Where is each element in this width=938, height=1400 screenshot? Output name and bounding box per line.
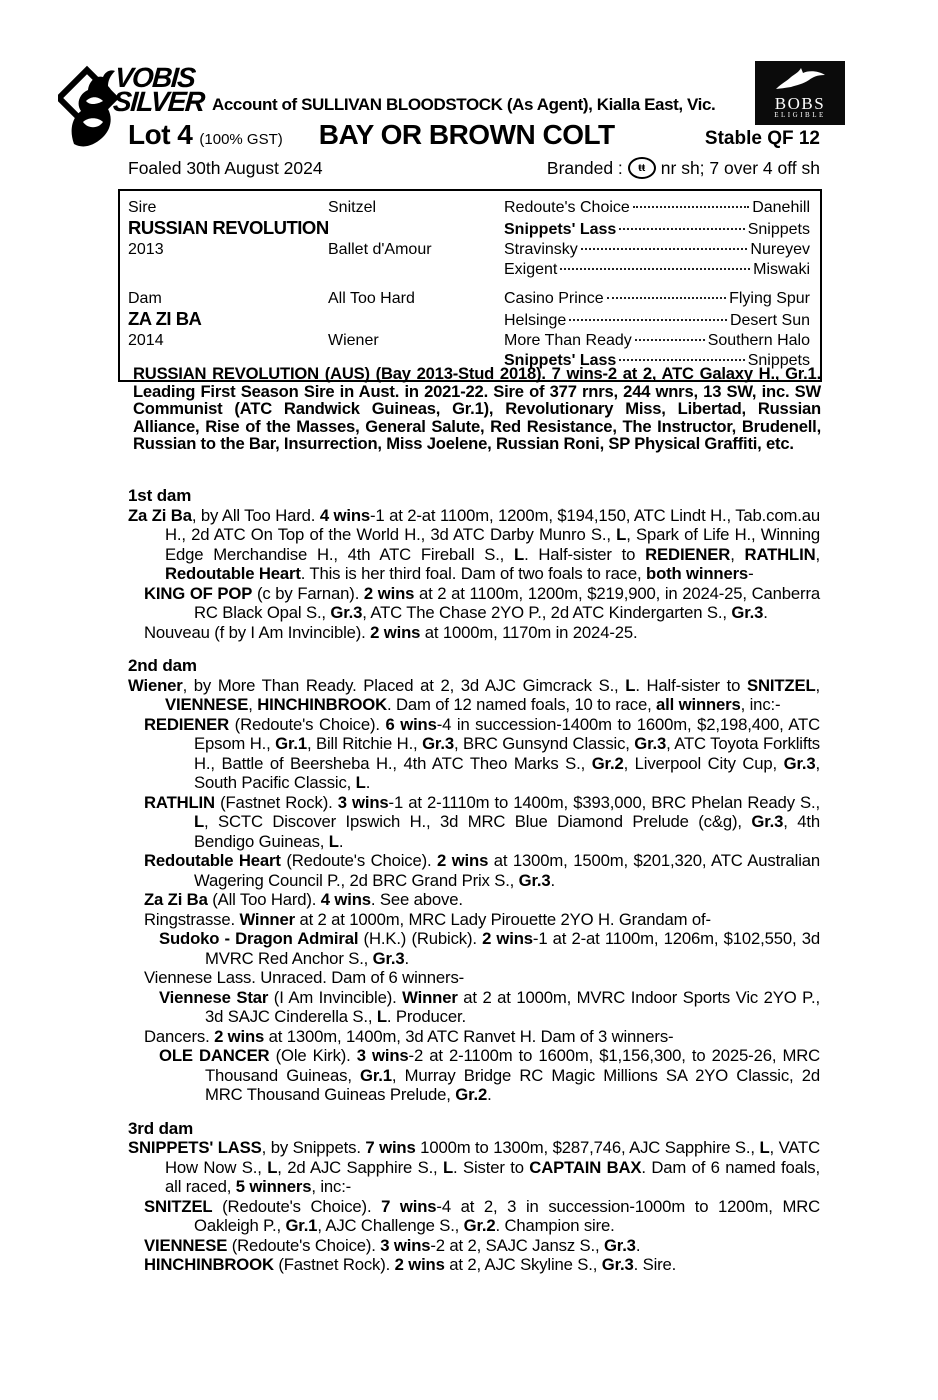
emphasized-text: Gr.2 bbox=[463, 1216, 496, 1235]
vobis-silver-wordmark bbox=[112, 62, 206, 117]
plain-text: , bbox=[815, 675, 820, 695]
plain-text: . bbox=[487, 1085, 492, 1104]
plain-text: , ATC The Chase 2YO P., 2d ATC Kindergarten S., bbox=[362, 603, 732, 622]
plain-text: . Champion sire. bbox=[495, 1216, 615, 1235]
emphasized-text: Gr.2 bbox=[455, 1085, 488, 1104]
plain-text: (Redoute's Choice). bbox=[227, 1235, 381, 1255]
emphasized-text: Winner bbox=[239, 909, 295, 929]
emphasized-text: 2 wins bbox=[394, 1255, 445, 1274]
emphasized-text: Gr.3 bbox=[601, 1255, 634, 1274]
pedigree-row bbox=[128, 331, 810, 351]
emphasized-text: 2 wins bbox=[214, 1026, 265, 1046]
emphasized-text: REDIENER bbox=[645, 544, 731, 564]
pedigree-entry bbox=[159, 988, 820, 1027]
plain-text: -1 at 2-1110m to 1400m, $393,000, BRC Phelan Ready S., bbox=[388, 792, 820, 812]
dotted-leader bbox=[633, 206, 749, 208]
emphasized-text: 7 wins bbox=[381, 1196, 437, 1216]
plain-text: Ringstrasse. bbox=[144, 909, 240, 929]
bobs-subtitle: ELIGIBLE bbox=[774, 111, 826, 119]
emphasized-text: L bbox=[267, 1157, 278, 1177]
pedigree-row bbox=[128, 218, 810, 240]
plain-text: , bbox=[730, 544, 745, 564]
plain-text: , SCTC Discover Ipswich H., 3d MRC Blue Diamond Prelude (c&g), bbox=[204, 812, 752, 831]
plain-text: at 2 at 1000m, MRC Lady Pirouette 2YO H. Grandam of- bbox=[294, 909, 711, 929]
grandsire-name: More Than Ready bbox=[504, 332, 632, 349]
plain-text: , VATC How Now S., bbox=[165, 1138, 821, 1177]
plain-text: , by More Than Ready. Placed at 2, 3d AJC Gimcrack S., bbox=[182, 675, 626, 695]
dam-section-heading: 2nd dam bbox=[128, 656, 197, 675]
pedigree-generation-cell: Sire bbox=[128, 199, 157, 216]
pedigree-grandparent-cell bbox=[504, 260, 810, 280]
plain-text: , by All Too Hard. bbox=[191, 505, 320, 525]
plain-text: -1 at 2-at 1100m, 1200m, $194,150, ATC Lindt H., Tab.com.au H., 2d ATC On Top of the World H., 3d ATC Darby Munro S., bbox=[165, 505, 820, 544]
great-grandsire-name: Desert Sun bbox=[729, 312, 810, 329]
pedigree-entry bbox=[144, 623, 820, 643]
foaled-date: Foaled 30th August 2024 bbox=[128, 157, 323, 178]
emphasized-text: L bbox=[355, 773, 366, 792]
plain-text: . This is her third foal. Dam of two foals to race, bbox=[300, 564, 647, 583]
plain-text: . bbox=[550, 870, 556, 890]
emphasized-text: Winner bbox=[402, 987, 458, 1007]
dotted-leader bbox=[619, 228, 744, 230]
emphasized-text: VIENNESE bbox=[144, 1235, 228, 1255]
emphasized-text: L bbox=[443, 1157, 454, 1177]
plain-text: . Dam of 12 named foals, 10 to race, bbox=[387, 695, 657, 714]
pedigree-parent-cell: Wiener bbox=[328, 332, 379, 349]
logo-line-1: VOBIS bbox=[113, 62, 196, 93]
emphasized-text: Gr.1 bbox=[285, 1216, 318, 1235]
plain-text: at 2 at 1000m, MVRC Indoor Sports Vic 2YO P., 3d SAJC Cinderella S., bbox=[205, 987, 820, 1026]
emphasized-text: Gr.3 bbox=[518, 870, 551, 890]
plain-text: , inc:- bbox=[740, 695, 781, 714]
emphasized-text: RATHLIN bbox=[144, 792, 215, 812]
plain-text: , 4th Bendigo Guineas, bbox=[194, 812, 820, 851]
plain-text: , 2d AJC Sapphire S., bbox=[277, 1157, 443, 1177]
pedigree-generation-cell: 2014 bbox=[128, 332, 164, 349]
pedigree-entry bbox=[144, 851, 820, 890]
plain-text: , AJC Challenge S., bbox=[317, 1216, 464, 1235]
great-grandsire-name: Danehill bbox=[752, 199, 810, 216]
emphasized-text: 2 wins bbox=[370, 622, 421, 642]
pedigree-parent-cell: Ballet d'Amour bbox=[328, 241, 432, 258]
emphasized-text: L bbox=[759, 1138, 770, 1157]
plain-text: , BRC Gunsynd Classic, bbox=[453, 734, 635, 753]
emphasized-text: SNITZEL bbox=[747, 675, 816, 695]
plain-text: , bbox=[815, 544, 820, 564]
plain-text: -1 at 2-at 1100m, 1206m, $102,550, 3d MVRC Red Anchor S., bbox=[205, 929, 820, 968]
plain-text: - bbox=[748, 564, 754, 583]
dotted-leader bbox=[607, 297, 726, 299]
emphasized-text: 3 wins bbox=[380, 1235, 431, 1255]
pedigree-generation-cell: RUSSIAN REVOLUTION bbox=[128, 217, 329, 238]
plain-text: (Fastnet Rock). bbox=[214, 792, 338, 812]
emphasized-text: SNITZEL bbox=[144, 1196, 213, 1216]
pedigree-row bbox=[128, 309, 810, 331]
bobs-eligible-badge bbox=[755, 61, 845, 125]
emphasized-text: Redoutable Heart bbox=[165, 564, 301, 583]
plain-text: -2 at 2, SAJC Jansz S., bbox=[430, 1235, 604, 1255]
plain-text: (Redoute's Choice). bbox=[280, 851, 438, 870]
dam-section-heading: 1st dam bbox=[128, 486, 192, 505]
pedigree-entry bbox=[144, 1027, 820, 1047]
pedigree-entry bbox=[159, 929, 820, 968]
pedigree-sections bbox=[128, 486, 820, 1275]
emphasized-text: 3 wins bbox=[337, 792, 389, 812]
emphasized-text: SNIPPETS' LASS bbox=[128, 1138, 262, 1157]
pedigree-entry bbox=[144, 968, 820, 988]
plain-text: at 2 at 1100m, 1200m, $219,900, in 2024-25, Canberra RC Black Opal S., bbox=[194, 583, 820, 622]
plain-text: . bbox=[763, 603, 768, 622]
dam-section-heading: 3rd dam bbox=[128, 1118, 194, 1138]
plain-text: , South Pacific Classic, bbox=[194, 753, 820, 792]
emphasized-text: 5 winners bbox=[235, 1177, 312, 1196]
grandsire-name: Helsinge bbox=[504, 312, 567, 329]
emphasized-text: Gr.1 bbox=[275, 734, 307, 753]
pedigree-entry bbox=[144, 890, 820, 910]
pedigree-entry bbox=[144, 1236, 820, 1256]
emphasized-text: CAPTAIN BAX bbox=[529, 1157, 642, 1177]
great-grandsire-name: Flying Spur bbox=[729, 290, 810, 307]
plain-text: . Half-sister to bbox=[524, 544, 646, 564]
pedigree-generation-cell: 2013 bbox=[128, 241, 164, 258]
emphasized-text: 3 wins bbox=[356, 1046, 409, 1065]
great-grandsire-name: Nureyev bbox=[750, 241, 810, 258]
lot-header-row bbox=[128, 119, 820, 151]
plain-text: (Redoute's Choice). bbox=[229, 714, 386, 734]
plain-text: , by Snippets. bbox=[261, 1138, 366, 1157]
grandsire-name: Redoute's Choice bbox=[504, 199, 630, 216]
pedigree-entry bbox=[144, 1197, 820, 1236]
grandsire-name: Casino Prince bbox=[504, 290, 604, 307]
plain-text: , Murray Bridge RC Magic Millions SA 2YO Classic, 2d MRC Thousand Guineas Prelude, bbox=[205, 1065, 820, 1104]
great-grandsire-name: Snippets bbox=[747, 352, 810, 369]
plain-text: Nouveau (f by I Am Invincible). bbox=[144, 622, 371, 642]
pedigree-parent-cell: All Too Hard bbox=[328, 290, 415, 307]
emphasized-text: 4 wins bbox=[319, 505, 370, 525]
plain-text: -2 at 2-1100m to 1600m, $1,156,300, to 2025-26, MRC Thousand Guineas, bbox=[205, 1046, 820, 1085]
logo-line-2: SILVER bbox=[112, 86, 205, 117]
emphasized-text: REDIENER bbox=[144, 714, 230, 734]
plain-text: 1000m to 1300m, $287,746, AJC Sapphire S., bbox=[415, 1138, 760, 1157]
emphasized-text: 7 wins bbox=[365, 1138, 416, 1157]
emphasized-text: 2 wins bbox=[363, 583, 415, 603]
emphasized-text: HINCHINBROOK bbox=[144, 1255, 274, 1274]
plain-text: (Ole Kirk). bbox=[269, 1046, 357, 1065]
plain-text: (H.K.) (Rubick). bbox=[358, 929, 483, 948]
foaled-branded-row bbox=[128, 157, 820, 179]
plain-text: . bbox=[365, 773, 371, 792]
plain-text: at 1000m, 1170m in 2024-25. bbox=[420, 622, 638, 642]
emphasized-text: both winners bbox=[646, 564, 749, 583]
emphasized-text: VIENNESE bbox=[165, 695, 249, 714]
pedigree-table bbox=[118, 189, 822, 382]
emphasized-text: Gr.3 bbox=[783, 753, 816, 773]
emphasized-text: Gr.3 bbox=[603, 1235, 636, 1255]
bobs-horse-head-icon bbox=[774, 67, 826, 96]
branded-label: Branded : bbox=[546, 157, 623, 178]
plain-text: at 1300m, 1500m, $201,320, ATC Australian Wagering Council P., 2d BRC Grand Prix S., bbox=[194, 851, 821, 890]
plain-text: -4 in succession-1400m to 1600m, $2,198,400, ATC Epsom H., bbox=[194, 714, 820, 753]
emphasized-text: L bbox=[514, 544, 525, 564]
pedigree-row bbox=[128, 260, 810, 280]
vobis-horse-jockey-icon bbox=[58, 64, 120, 161]
emphasized-text: Redoutable Heart bbox=[144, 851, 281, 870]
gst-note: (100% GST) bbox=[199, 131, 283, 148]
pedigree-generation-cell: ZA ZI BA bbox=[128, 308, 202, 329]
emphasized-text: 2 wins bbox=[437, 851, 489, 870]
emphasized-text: L bbox=[625, 675, 636, 695]
plain-text: (c by Farnan). bbox=[252, 583, 364, 603]
plain-text: Viennese Lass. Unraced. Dam of 6 winners- bbox=[144, 968, 465, 987]
emphasized-text: Gr.3 bbox=[731, 603, 764, 622]
pedigree-entry bbox=[144, 910, 820, 930]
dam-section bbox=[128, 486, 820, 642]
emphasized-text: HINCHINBROOK bbox=[257, 695, 388, 714]
plain-text: . See above. bbox=[370, 890, 463, 909]
plain-text: . bbox=[338, 831, 344, 851]
dam-section bbox=[128, 656, 820, 1105]
brand-mark-icon: ŧŧ bbox=[628, 157, 656, 179]
plain-text: (Fastnet Rock). bbox=[273, 1255, 395, 1274]
sire-summary-paragraph: RUSSIAN REVOLUTION (AUS) (Bay 2013-Stud 2018). 7 wins-2 at 2, ATC Galaxy H., Gr.1. Leading First Season Sire in Aust. in 2021-22. Sire of 377 rnrs, 244 wnrs, 13 SW, inc. SW Communist (ATC Randwick Guineas, Gr.1), Revolutionary Miss, Libertad, Russian Alliance, Rise of the Masses, General Salute, Red Resistance, The Instructor, Brudenell, Russian to the Bar, Insurrection, Miss Joelene, Russian Roni, SP Physical Graffiti, etc. bbox=[133, 364, 821, 454]
plain-text: , ATC Toyota Forklifts H., Battle of Beersheba H., 4th ATC Theo Marks S., bbox=[194, 734, 821, 773]
plain-text: at 1300m, 1400m, 3d ATC Ranvet H. Dam of 3 winners- bbox=[264, 1026, 674, 1046]
plain-text: . Sire. bbox=[633, 1255, 677, 1274]
emphasized-text: 6 wins bbox=[385, 714, 437, 734]
emphasized-text: KING OF POP bbox=[144, 583, 253, 603]
emphasized-text: Viennese Star bbox=[159, 987, 269, 1007]
pedigree-grandparent-cell bbox=[504, 289, 810, 309]
emphasized-text: L bbox=[376, 1007, 387, 1026]
bobs-title: BOBS bbox=[774, 94, 826, 113]
dotted-leader bbox=[581, 248, 748, 250]
plain-text: , Liverpool City Cup, bbox=[623, 753, 784, 773]
plain-text: (I Am Invincible). bbox=[268, 987, 403, 1007]
emphasized-text: Za Zi Ba bbox=[144, 890, 208, 909]
dotted-leader bbox=[619, 359, 744, 361]
great-grandsire-name: Miswaki bbox=[753, 261, 810, 278]
emphasized-text: Gr.3 bbox=[372, 948, 405, 968]
plain-text: . Sister to bbox=[453, 1157, 530, 1177]
emphasized-text: all winners bbox=[656, 695, 741, 714]
dotted-leader bbox=[560, 268, 750, 270]
pedigree-row bbox=[128, 289, 810, 309]
pedigree-entry bbox=[128, 1138, 820, 1197]
plain-text: (Redoute's Choice). bbox=[212, 1196, 382, 1216]
plain-text: . bbox=[404, 948, 410, 968]
grandsire-name: Stravinsky bbox=[504, 241, 578, 258]
branded-detail: nr sh; 7 over 4 off sh bbox=[660, 157, 820, 178]
pedigree-row bbox=[128, 240, 810, 260]
great-grandsire-name: Southern Halo bbox=[707, 332, 810, 349]
plain-text: . Producer. bbox=[386, 1007, 466, 1026]
plain-text: . Dam of 6 named foals, all raced, bbox=[165, 1157, 820, 1196]
emphasized-text: Sudoko - Dragon Admiral bbox=[159, 929, 359, 948]
pedigree-entry bbox=[144, 793, 820, 852]
dotted-leader bbox=[635, 339, 705, 341]
dotted-leader bbox=[569, 319, 727, 321]
pedigree-grandparent-cell bbox=[504, 220, 810, 240]
plain-text: . bbox=[635, 1235, 641, 1255]
pedigree-entry bbox=[144, 1255, 820, 1275]
lot-number: Lot 4 bbox=[128, 119, 193, 150]
pedigree-entry bbox=[159, 1046, 820, 1105]
horse-description-title: BAY OR BROWN COLT bbox=[318, 119, 615, 150]
pedigree-entry bbox=[144, 584, 820, 623]
account-line: Account of SULLIVAN BLOODSTOCK (As Agent), Kialla East, Vic. bbox=[212, 95, 716, 114]
pedigree-entry bbox=[128, 676, 820, 715]
grandsire-name: Snippets' Lass bbox=[504, 221, 617, 238]
emphasized-text: Wiener bbox=[128, 675, 183, 695]
pedigree-grandparent-cell bbox=[504, 198, 810, 218]
plain-text: at 2, AJC Skyline S., bbox=[444, 1255, 602, 1274]
emphasized-text: 4 wins bbox=[320, 890, 371, 909]
plain-text: -4 at 2, 3 in succession-1000m to 1200m, MRC Oakleigh P., bbox=[194, 1196, 820, 1235]
pedigree-row bbox=[128, 198, 810, 218]
emphasized-text: OLE DANCER bbox=[159, 1046, 270, 1065]
grandsire-name: Snippets' Lass bbox=[504, 352, 617, 369]
dam-section bbox=[128, 1119, 820, 1275]
plain-text: , bbox=[248, 695, 258, 714]
plain-text: (All Too Hard). bbox=[207, 890, 321, 909]
pedigree-grandparent-cell bbox=[504, 331, 810, 351]
pedigree-grandparent-cell bbox=[504, 311, 810, 331]
emphasized-text: L bbox=[194, 812, 205, 831]
emphasized-text: L bbox=[328, 831, 339, 851]
plain-text: Dancers. bbox=[144, 1026, 215, 1046]
emphasized-text: L bbox=[616, 525, 627, 544]
stable-number: Stable QF 12 bbox=[704, 128, 820, 149]
emphasized-text: Gr.3 bbox=[751, 812, 784, 831]
plain-text: , inc:- bbox=[311, 1177, 352, 1196]
emphasized-text: Gr.1 bbox=[360, 1065, 392, 1085]
grandsire-name: Exigent bbox=[504, 261, 558, 278]
branded-info bbox=[547, 157, 820, 179]
pedigree-grandparent-cell bbox=[504, 240, 810, 260]
emphasized-text: Gr.3 bbox=[422, 734, 454, 753]
pedigree-parent-cell: Snitzel bbox=[328, 199, 377, 216]
emphasized-text: 2 wins bbox=[482, 929, 533, 948]
pedigree-entry bbox=[128, 506, 820, 584]
emphasized-text: RATHLIN bbox=[744, 544, 816, 564]
plain-text: , Spark of Life H., Winning Edge Merchandise H., 4th ATC Fireball S., bbox=[165, 525, 821, 564]
plain-text: , Bill Ritchie H., bbox=[307, 734, 423, 753]
pedigree-entry bbox=[144, 715, 820, 793]
emphasized-text: Gr.3 bbox=[330, 603, 363, 622]
plain-text: . Half-sister to bbox=[635, 675, 748, 695]
emphasized-text: Gr.2 bbox=[591, 753, 624, 773]
pedigree-generation-cell: Dam bbox=[128, 290, 162, 307]
great-grandsire-name: Snippets bbox=[747, 221, 810, 238]
emphasized-text: Za Zi Ba bbox=[128, 505, 192, 525]
emphasized-text: Gr.3 bbox=[634, 734, 667, 753]
